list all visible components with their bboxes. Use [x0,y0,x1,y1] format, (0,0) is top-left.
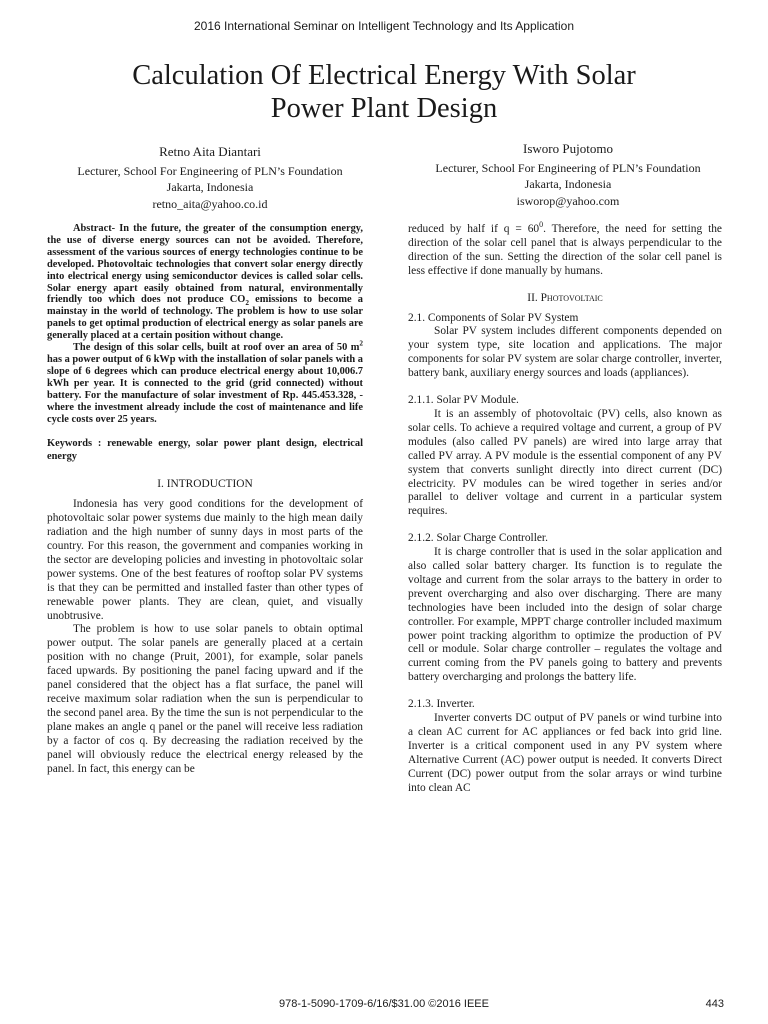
subsection-2-1-1: 2.1.1. Solar PV Module. [408,394,519,407]
abstract-paragraph-1: Abstract- In the future, the greater of the consumption energy, the use of diverse energy sources can not be avoided. Therefore, assessment of the various sources of energy technologies continue to be developed. Photovoltaic technologies that convert solar energy directly into electrical energy using semiconductor devices is called solar cells. Solar energy apart easily obtained from natural, environmentally friendly too which does not produce $CO_2$ emissions to become a mainstay in the world of technology. The problem is how to use solar panels to get optimal production of electrical energy as solar panels are generally placed at a certain position without change. [47,223,363,342]
author-affiliation: Lecturer, School For Engineering of PLN’s Foundation [77,163,343,178]
author-block-2 [398,141,738,209]
author-email: retno_aita@yahoo.co.id [152,196,268,211]
subsection-2-1: 2.1. Components of Solar PV System [408,311,579,324]
conference-header: 2016 International Seminar on Intelligent Technology and Its Application [193,19,575,33]
paragraph-2-1: Solar PV system includes different components depended on your system type, site location and applications. The major components for solar PV system are solar charge controller, inverter, battery bank, auxiliary energy sources and loads (appliances). [408,325,722,380]
left-column [47,223,363,776]
subsection-2-1-2: 2.1.2. Solar Charge Controller. [408,532,548,545]
abstract-paragraph-2: The design of this solar cells, built at roof over an area of 50 $m^2$ has a power output of 6 kWp with the installation of solar panels with a slope of 6 degrees which can produce electrical energy about 10,006.7 kWh per year. It is connected to the grid (grid connected) without battery. For the manufacture of solar investment of Rp. 445.453.328, - where the investment already include the cost of maintenance and life cycle costs over 25 years. [47,339,364,425]
author-block-1 [45,144,375,212]
author-name: Retno Aita Diantari [159,144,261,159]
paragraph-2-1-3: Inverter converts DC output of PV panels or wind turbine into a clean AC current for AC appliances or fed back into grid line. Inverter is a critical component used in any PV system where Alternative Current (AC) power output is needed. It converts Direct Current (DC) power output from the solar arrays or wind turbine into clean AC [408,712,722,794]
right-column [408,220,722,796]
section-heading-photovoltaic: II. Photovoltaic [527,291,603,304]
author-name: Isworo Pujotomo [523,141,613,156]
keywords: Keywords : renewable energy, solar power plant design, electrical energy [47,438,363,462]
subsection-2-1-3: 2.1.3. Inverter. [408,698,475,711]
paragraph-2-1-1: It is an assembly of photovoltaic (PV) cells, also known as solar cells. To achieve a required voltage and current, a group of PV modules (also called PV panels) are wired into large array that called PV array. A PV module is the essential component of any PV system that converts sunlight directly into direct current (DC) electricity. PV modules can be wired together in series and/or parallel to deliver voltage and current in a particular system requires. [408,407,722,518]
author-city: Jakarta, Indonesia [524,177,612,191]
author-email: isworop@yahoo.com [516,193,620,208]
paragraph-2-1-2: It is charge controller that is used in the solar application and also called solar battery charger. Its function is to regulate the voltage and current from the solar arrays to the battery in order to prevent overcharging and also over discharging. There are many technologies have been included into the design of solar charge controller. For example, MPPT charge controller included maximum power point tracking algorithm to optimize the production of PV cell or module. Solar charge controller – regulates the voltage and current coming from the PV panels going to battery and prevents battery overcharging and prolongs the battery life. [408,546,722,684]
page-number: 443 [705,998,724,1010]
author-affiliation: Lecturer, School For Engineering of PLN’s Foundation [435,160,701,175]
title-line-2: Power Plant Design [270,93,498,124]
intro-paragraph-1: Indonesia has very good conditions for the development of photovoltaic solar power systems due mainly to the high mean daily radiation and the high number of sunny days in most parts of the country. For this reason, the government and companies working in the sector are developing policies and investing in photovoltaic solar power systems. One of the best features of rooftop solar PV systems is that they can be permitted and installed faster than other types of renewable power plants. They are clean, quiet, and visually unobtrusive. [47,498,363,622]
footer-isbn: 978-1-5090-1709-6/16/$31.00 ©2016 IEEE [279,998,489,1010]
paper-title [60,59,708,125]
author-city: Jakarta, Indonesia [166,180,254,194]
title-line-1: Calculation Of Electrical Energy With Solar [132,60,636,91]
section-heading-introduction: I. INTRODUCTION [157,478,253,491]
continued-paragraph: reduced by half if $q = 60^0$. Therefore, the need for setting the direction of the solar cell panel that is always perpendicular to the direction of the sun. Setting the direction of the solar cell panel is less effective if done manually by humans. [408,220,722,277]
intro-paragraph-2: The problem is how to use solar panels to obtain optimal power output. The solar panels are generally placed at a certain position with no change (Pruit, 2001), for example, solar panels faced upwards. By positioning the panel facing upward and if the panel considered that the object has a flat surface, the panel will receive maximum solar radiation when the sun is perpendicular to the second panel area. By the time the sun is not perpendicular to the plane makes an angle q panel or the panel will receive less radiation by a factor of cos q. By decreasing the radiation received by the panel will obviously reduce the electrical energy released by the panel. In fact, this energy can be [47,623,363,775]
